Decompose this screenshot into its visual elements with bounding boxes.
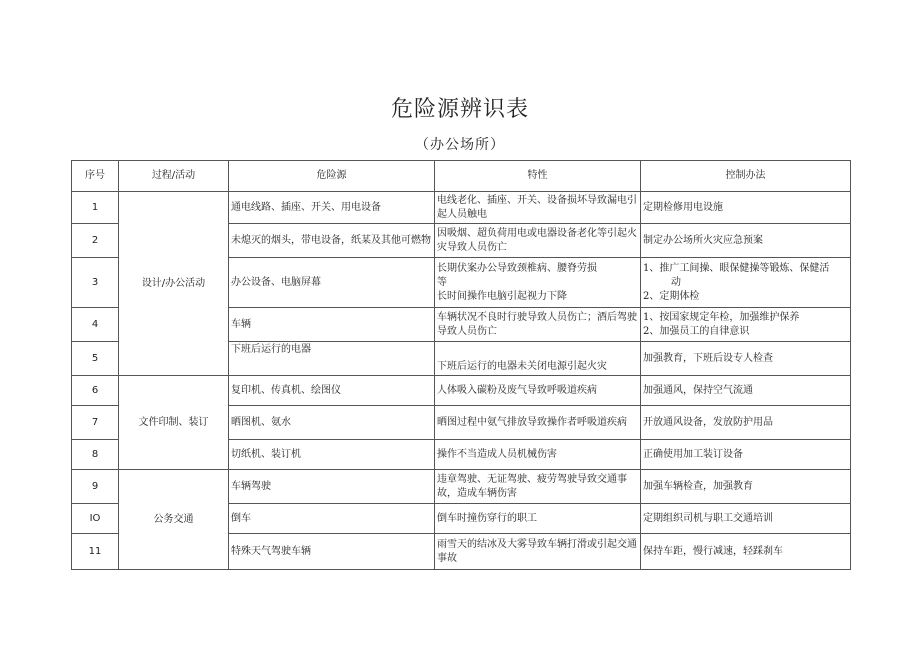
row-index: 7 [72, 406, 119, 440]
row-control [641, 308, 851, 342]
row-index: 3 [72, 258, 119, 308]
row-property: 下班后运行的电器未关闭电源引起火灾 [435, 342, 641, 376]
row-hazard: 晒图机、氨水 [229, 406, 435, 440]
row-hazard: 切纸机、装订机 [229, 440, 435, 470]
row-control: 加强车辆检查，加强教育 [641, 470, 851, 504]
control-line: 2、加强员工的自律意识 [643, 325, 750, 337]
row-control: 定期检修用电设施 [641, 192, 851, 224]
row-control [641, 258, 851, 308]
page-subtitle: （办公场所） [415, 137, 505, 153]
control-line: 1、按国家规定年检，加强维护保养 [643, 311, 800, 323]
row-index: 4 [72, 308, 119, 342]
row-hazard: 特殊天气驾驶车辆 [229, 534, 435, 570]
row-hazard: 未熄灭的烟头，带电设备，纸某及其他可燃物 [229, 224, 435, 258]
row-control: 制定办公场所火灾应急预案 [641, 224, 851, 258]
row-property: 人体吸入碳粉及废气导致呼吸道疾病 [435, 376, 641, 406]
row-property [435, 258, 641, 308]
table-header-row [72, 161, 851, 192]
header-control: 控制办法 [641, 161, 851, 192]
row-control: 正确使用加工装订设备 [641, 440, 851, 470]
row-control: 加强通风，保持空气流通 [641, 376, 851, 406]
row-control: 加强教育，下班后设专人检查 [641, 342, 851, 376]
row-hazard: 车辆驾驶 [229, 470, 435, 504]
hazard-table [71, 160, 851, 570]
row-index: 5 [72, 342, 119, 376]
control-line: 1、推广工间操、眼保健操等锻炼、保健活 [643, 262, 830, 274]
process-group-printing: 文件印制、装订 [119, 376, 229, 470]
row-property: 电线老化、插座、开关、设备损坏导致漏电引起人员触电 [435, 192, 641, 224]
row-hazard: 通电线路、插座、开关、用电设备 [229, 192, 435, 224]
header-index: 序号 [72, 161, 119, 192]
table-row [72, 470, 851, 504]
property-line: 等 [437, 276, 447, 288]
row-property: 晒图过程中氨气排放导致操作者呼吸道疾病 [435, 406, 641, 440]
row-property: 违章驾驶、无证驾驶、疲劳驾驶导致交通事故，造成车辆伤害 [435, 470, 641, 504]
header-process: 过程/活动 [119, 161, 229, 192]
row-index: 9 [72, 470, 119, 504]
property-line: 长时间操作电脑引起视力下降 [437, 290, 567, 302]
row-control: 保持车距，慢行减速，轻踩刹车 [641, 534, 851, 570]
table-row [72, 376, 851, 406]
table-row [72, 192, 851, 224]
row-hazard: 复印机、传真机、绘图仪 [229, 376, 435, 406]
row-index: 2 [72, 224, 119, 258]
row-property: 操作不当造成人员机械伤害 [435, 440, 641, 470]
control-line: 动 [671, 276, 681, 288]
row-index: IO [72, 504, 119, 534]
header-property: 特性 [435, 161, 641, 192]
control-line: 2、定期体检 [643, 290, 700, 302]
process-group-transport: 公务交通 [119, 470, 229, 570]
row-index: 11 [72, 534, 119, 570]
header-hazard: 危险源 [229, 161, 435, 192]
row-index: 6 [72, 376, 119, 406]
row-property: 倒车时撞伤穿行的职工 [435, 504, 641, 534]
row-index: 1 [72, 192, 119, 224]
row-property: 因吸烟、超负荷用电或电器设备老化等引起火灾导致人员伤亡 [435, 224, 641, 258]
row-hazard: 倒车 [229, 504, 435, 534]
row-property: 车辆状况不良时行驶导致人员伤亡；酒后驾驶导致人员伤亡 [435, 308, 641, 342]
row-property: 雨雪天的结冰及大雾导致车辆打滑或引起交通事故 [435, 534, 641, 570]
page-title: 危险源辨识表 [390, 97, 529, 122]
row-hazard: 办公设备、电脑屏幕 [229, 258, 435, 308]
property-line: 长期伏案办公导致颈椎病、腰脊劳损 [437, 262, 597, 274]
row-hazard: 车辆 [229, 308, 435, 342]
process-group-design: 设计/办公活动 [119, 192, 229, 376]
row-index: 8 [72, 440, 119, 470]
row-control: 开放通风设备，发放防护用品 [641, 406, 851, 440]
row-hazard: 下班后运行的电器 [229, 342, 435, 376]
row-control: 定期组织司机与职工交通培训 [641, 504, 851, 534]
